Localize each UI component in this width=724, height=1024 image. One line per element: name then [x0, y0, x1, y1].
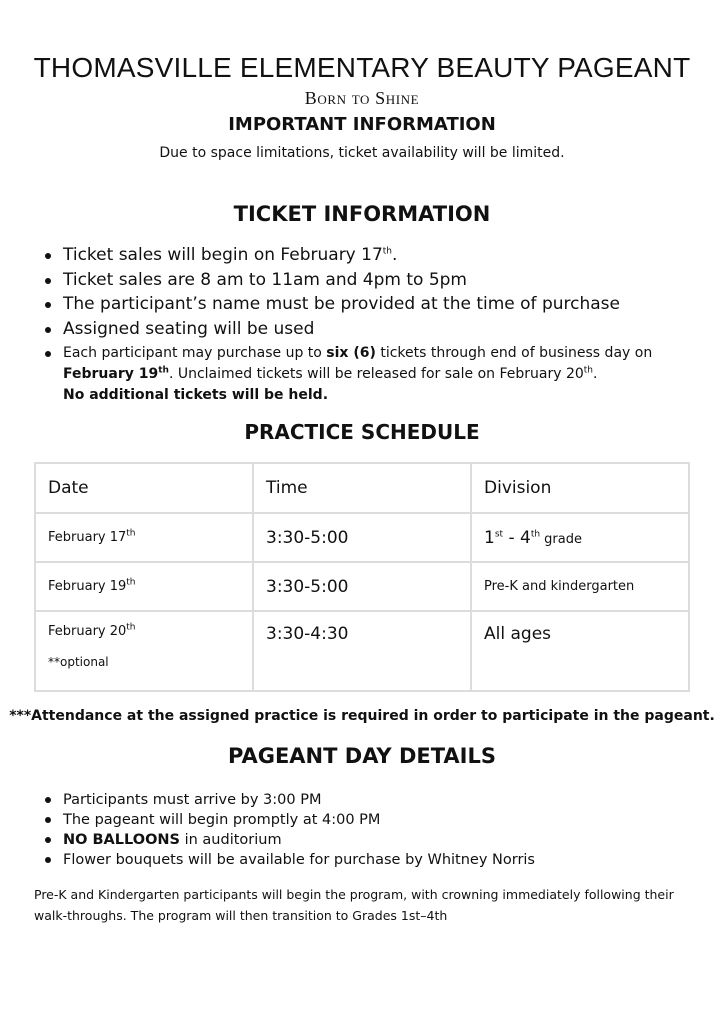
practice-heading: PRACTICE SCHEDULE: [244, 420, 480, 444]
table-row: [35, 562, 689, 611]
cell-time: 3:30-5:00: [253, 562, 471, 611]
ticket-item-text: Each participant may purchase up to: [63, 345, 327, 362]
punctuation: .: [593, 366, 598, 383]
ticket-count: six (6): [326, 345, 376, 362]
cell-division: Pre-K and kindergarten: [471, 562, 689, 611]
bullet-icon: [45, 253, 51, 259]
list-item: [42, 790, 682, 810]
bullet-icon: [45, 797, 51, 803]
bullet-icon: [45, 278, 51, 284]
table-row: [35, 513, 689, 562]
ordinal-suffix: th: [382, 246, 393, 257]
pageant-heading: PAGEANT DAY DETAILS: [228, 744, 496, 768]
ordinal-suffix: th: [583, 365, 593, 376]
column-header-date: Date: [35, 463, 253, 513]
page-subtitle: Born to Shine: [304, 88, 420, 108]
ticket-item-text: tickets through end of business day on: [375, 345, 653, 362]
bullet-icon: [45, 857, 51, 863]
important-text: Due to space limitations, ticket availability will be limited.: [159, 145, 565, 161]
no-balloons-warning: NO BALLOONS: [63, 832, 180, 848]
pageant-item-text: in auditorium: [179, 832, 282, 848]
list-item: [42, 810, 682, 830]
pageant-list: [42, 790, 682, 870]
bullet-icon: [45, 817, 51, 823]
list-item: [42, 268, 682, 293]
cell-division: All ages: [471, 611, 689, 691]
ticket-final-note: No additional tickets will be held.: [63, 387, 329, 404]
pageant-item-text: Participants must arrive by 3:00 PM: [63, 792, 322, 808]
pageant-item-text: The pageant will begin promptly at 4:00 PM: [63, 812, 381, 828]
list-item: [42, 292, 682, 317]
practice-schedule-table: [34, 462, 690, 692]
cell-division: 1st - 4th grade: [471, 513, 689, 562]
ticket-item-text: Assigned seating will be used: [63, 318, 315, 339]
ticket-item-text: . Unclaimed tickets will be released for sale on February 20: [168, 366, 584, 383]
ticket-item-text: Ticket sales will begin on February 17: [63, 245, 383, 265]
bullet-icon: [45, 327, 51, 333]
optional-note: **optional: [48, 655, 109, 669]
ticket-item-text: The participant’s name must be provided at the time of purchase: [63, 294, 620, 315]
cell-date: February 20th **optional: [35, 611, 253, 691]
ticket-heading: TICKET INFORMATION: [233, 202, 491, 226]
cell-time: 3:30-4:30: [253, 611, 471, 691]
list-item: [42, 830, 682, 850]
cell-time: 3:30-5:00: [253, 513, 471, 562]
list-item: [42, 317, 682, 342]
closing-paragraph: Pre-K and Kindergarten participants will begin the program, with crowning immediately following their walk-throughs. The program will then transition to Grades 1st–4th: [34, 887, 674, 923]
ticket-list: [42, 243, 682, 406]
attendance-note: ***Attendance at the assigned practice is required in order to participate in the pageant.: [9, 708, 715, 724]
bullet-icon: [45, 351, 51, 357]
bullet-icon: [45, 837, 51, 843]
list-item: [42, 850, 682, 870]
page-title: THOMASVILLE ELEMENTARY BEAUTY PAGEANT: [33, 52, 691, 83]
list-item: [42, 243, 682, 268]
cell-date: February 17th: [35, 513, 253, 562]
ticket-item-text: Ticket sales are 8 am to 11am and 4pm to 5pm: [63, 269, 467, 290]
bullet-icon: [45, 302, 51, 308]
cell-date: February 19th: [35, 562, 253, 611]
list-item: [42, 343, 682, 406]
important-heading: IMPORTANT INFORMATION: [228, 114, 496, 135]
column-header-time: Time: [253, 463, 471, 513]
table-header-row: [35, 463, 689, 513]
column-header-division: Division: [471, 463, 689, 513]
pageant-item-text: Flower bouquets will be available for purchase by Whitney Norris: [63, 852, 535, 868]
punctuation: .: [392, 245, 398, 265]
table-row: [35, 611, 689, 691]
deadline-date: February 19th: [63, 365, 169, 383]
